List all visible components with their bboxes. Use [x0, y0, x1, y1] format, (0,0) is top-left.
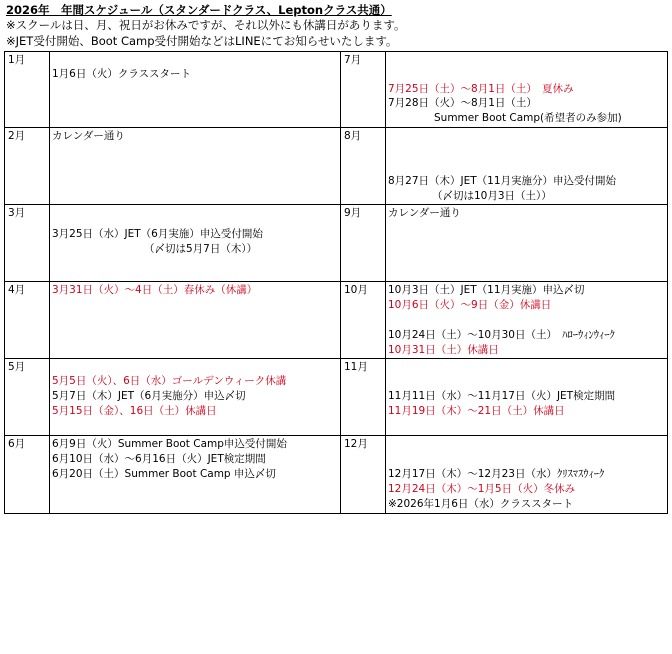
month-label-jan: 1月 [5, 52, 50, 128]
event-item: 5月15日（金）、16日（土）休講日 [52, 405, 217, 417]
month-label-sep: 9月 [341, 205, 386, 282]
month-label-feb: 2月 [5, 128, 50, 205]
page-title: 2026年 年間スケジュール（スタンダードクラス、Leptonクラス共通） [6, 3, 392, 17]
event-item: 10月24日（土）～10月30日（土） ﾊﾛｰｳｨﾝｳｨｰｸ [388, 329, 615, 341]
note-line-notice: ※JET受付開始、Boot Camp受付開始などはLINEにてお知らせいたします。 [6, 34, 398, 48]
event-item: 11月19日（木）～21日（土）休講日 [388, 405, 565, 417]
month-label-nov: 11月 [341, 359, 386, 436]
event-item: 1月6日（火）クラススタート [52, 68, 192, 80]
events-feb [50, 128, 341, 205]
event-item: （〆切は5月7日（木）） [144, 243, 258, 255]
events-mar [50, 205, 341, 282]
table-row [5, 282, 668, 359]
event-item: 5月7日（木）JET（6月実施分）申込〆切 [52, 390, 246, 402]
event-item: 5月5日（火）、6日（水）ゴールデンウィーク休講 [52, 375, 287, 387]
events-jan [50, 52, 341, 128]
event-item: 12月24日（木）～1月5日（火）冬休み [388, 483, 576, 495]
events-may [50, 359, 341, 436]
note-holidays: ※スクールは日、月、祝日がお休みですが、それ以外にも休講日があります。 [6, 18, 406, 32]
events-apr [50, 282, 341, 359]
events-jul [386, 52, 668, 128]
events-dec [386, 436, 668, 514]
event-item: カレンダー通り [388, 207, 461, 219]
event-item: 11月11日（水）～11月17日（火）JET検定期間 [388, 390, 616, 402]
event-item: 8月27日（木）JET（11月実施分）申込受付開始 [388, 175, 617, 187]
events-sep [386, 205, 668, 282]
event-item: 10月6日（火）～9日（金）休講日 [388, 299, 552, 311]
event-item: 7月28日（火）～8月1日（土） [388, 97, 537, 109]
event-item: 6月10日（水）～6月16日（火）JET検定期間 [52, 453, 266, 465]
month-label-apr: 4月 [5, 282, 50, 359]
month-label-oct: 10月 [341, 282, 386, 359]
month-label-may: 5月 [5, 359, 50, 436]
event-item: 3月31日（火）～4日（土）春休み（休講） [52, 284, 258, 296]
month-label-dec: 12月 [341, 436, 386, 514]
table-row [5, 359, 668, 436]
event-item: 7月25日（土）～8月1日（土） 夏休み [388, 83, 574, 95]
event-item: （〆切は10月3日（土）） [432, 190, 552, 202]
table-row [5, 205, 668, 282]
events-aug [386, 128, 668, 205]
schedule-table [4, 51, 668, 514]
events-nov [386, 359, 668, 436]
table-row [5, 436, 668, 514]
event-item: 6月20日（土）Summer Boot Camp 申込〆切 [52, 468, 276, 480]
month-label-jun: 6月 [5, 436, 50, 514]
events-oct [386, 282, 668, 359]
event-item: カレンダー通り [52, 130, 125, 142]
event-item: 10月31日（土）休講日 [388, 344, 499, 356]
event-item: 10月3日（土）JET（11月実施）申込〆切 [388, 284, 585, 296]
event-item: 12月17日（木）～12月23日（水）ｸﾘｽﾏｽｳｨｰｸ [388, 468, 605, 480]
event-item: Summer Boot Camp(希望者のみ参加) [434, 112, 622, 124]
events-jun [50, 436, 341, 514]
event-item: 3月25日（水）JET（6月実施）申込受付開始 [52, 228, 263, 240]
table-row [5, 52, 668, 128]
table-row [5, 128, 668, 205]
month-label-aug: 8月 [341, 128, 386, 205]
month-label-mar: 3月 [5, 205, 50, 282]
event-item: ※2026年1月6日（水）クラススタート [388, 498, 574, 510]
month-label-jul: 7月 [341, 52, 386, 128]
event-item: 6月9日（火）Summer Boot Camp申込受付開始 [52, 438, 287, 450]
